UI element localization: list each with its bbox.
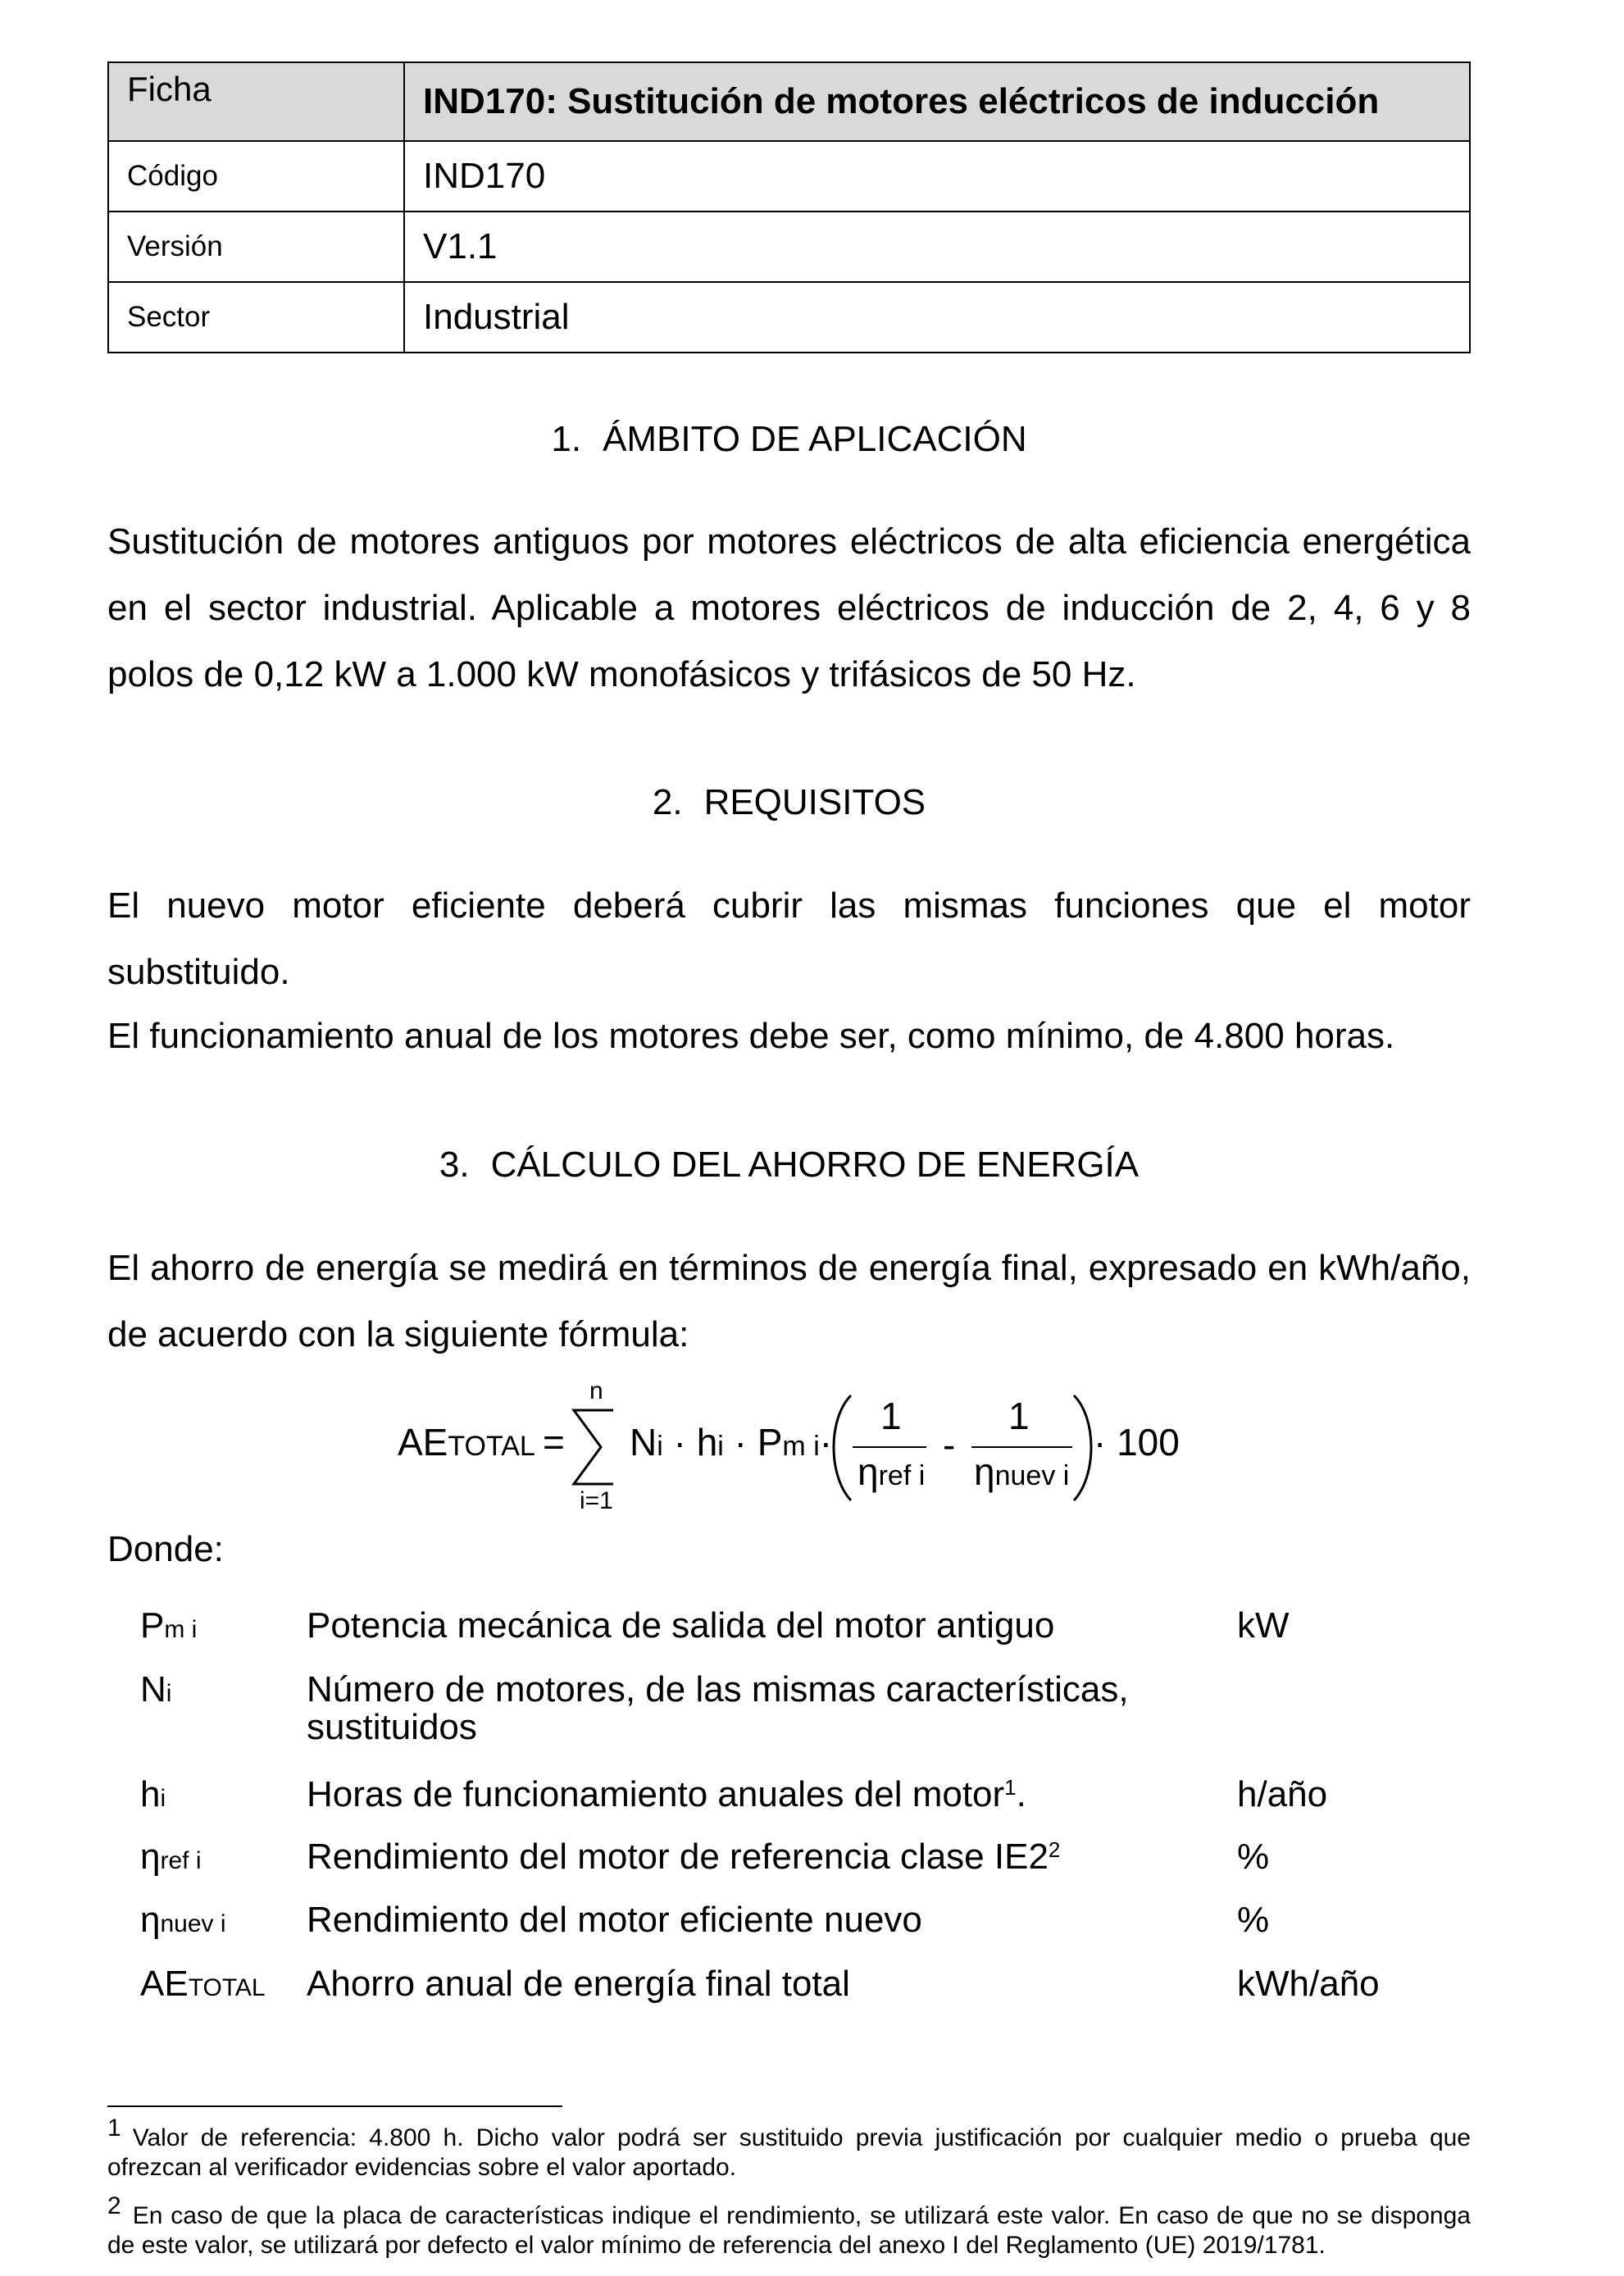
right-parenthesis [1074,1395,1091,1500]
footnote-mark: 1 [107,2114,121,2142]
section-number: 3. [439,1145,470,1185]
header-label-version: Versión [108,212,404,282]
footnote-text: En caso de que la placa de características indique el rendimiento, se utilizará este valor. En caso de que no se disponga de este valor, se utilizará por defecto el valor mínimo de referencia del anexo I del Reglamento (UE) 2019/1781. [107,2202,1471,2259]
definition-symbol: hi [140,1774,166,1814]
definition-description: Horas de funcionamiento anuales del motor$^1$. [307,1774,1026,1814]
section-3-paragraph [107,1235,1471,1368]
sum-lower-limit: i=1 [580,1487,613,1514]
header-label-codigo: Código [108,141,404,212]
footnote-ref: 1 [1004,1775,1017,1800]
header-row-ficha [108,62,1470,141]
header-row-sector [108,282,1470,353]
footnote-separator [107,2105,562,2107]
definition-description: Ahorro anual de energía final total [307,1964,850,2004]
definition-unit: % [1237,1837,1270,1877]
definition-description: Potencia mecánica de salida del motor antiguo [307,1605,1055,1646]
definition-description: Rendimiento del motor de referencia clase IE2$^2$ [307,1837,1061,1877]
footnote-mark: 2 [107,2192,121,2219]
section-heading-1 [107,418,1471,461]
header-value-version: V1.1 [404,212,1470,282]
energy-savings-formula [0,1377,1624,1525]
definition-unit: % [1237,1900,1270,1940]
section-title: ÁMBITO DE APLICACIÓN [603,419,1027,459]
left-parenthesis [834,1395,851,1500]
header-row-version [108,212,1470,282]
paragraph-text: Sustitución de motores antiguos por motores eléctricos de alta eficiencia energética en el sector industrial. Aplicable a motores eléctricos de inducción de 2, 4, 6 y 8 polos de 0,12 kW a 1.000 kW monofásicos y trifásicos de 50 Hz. [107,521,1471,694]
definition-symbol: ηref i [140,1837,202,1877]
formula-lhs: AETOTAL [398,1421,535,1463]
section-number: 2. [652,782,683,822]
footnote-ref: 2 [1048,1837,1061,1862]
paragraph-text: El ahorro de energía se medirá en términos de energía final, expresado en kWh/año, de acuerdo con la siguiente fórmula: [107,1248,1471,1354]
formula-terms: Ni · hi · Pm i· [630,1421,833,1463]
footnote-1 [107,2114,1471,2183]
header-label-ficha: Ficha [108,62,404,141]
fraction-1-numerator: 1 [880,1395,902,1437]
section-2-paragraphs [107,872,1471,1067]
definition-symbol: ηnuev i [140,1900,226,1940]
donde-label [107,1521,1471,1578]
footnote-text: Valor de referencia: 4.800 h. Dicho valor podrá ser sustituido previa justificación por cualquier medio o prueba que ofrezcan al verificador evidencias sobre el valor aportado. [107,2124,1471,2181]
header-row-codigo [108,141,1470,212]
paragraph-text: El funcionamiento anual de los motores debe ser, como mínimo, de 4.800 horas. [107,1016,1395,1056]
section-1-paragraph [107,508,1471,708]
definition-unit: h/año [1237,1774,1328,1814]
section-title: CÁLCULO DEL AHORRO DE ENERGÍA [490,1145,1140,1185]
definition-symbol: AETOTAL [140,1964,266,2004]
header-value-title: IND170: Sustitución de motores eléctricos de inducción [404,62,1470,141]
definition-description: Rendimiento del motor eficiente nuevo [307,1900,922,1940]
fraction-2-denominator: ηnuev i [974,1450,1070,1493]
paragraph-text: El nuevo motor eficiente deberá cubrir las mismas funciones que el motor substituido. [107,885,1471,992]
header-value-sector: Industrial [404,282,1470,353]
formula-tail: · 100 [1094,1421,1180,1463]
definition-symbol: Pm i [140,1605,198,1646]
definition-unit: kWh/año [1237,1964,1380,2004]
fraction-2-numerator: 1 [1008,1395,1030,1437]
fraction-1-denominator: ηref i [857,1450,926,1493]
definition-symbol: Ni [140,1669,172,1709]
section-title: REQUISITOS [703,782,926,822]
formula-minus: - [943,1423,956,1466]
section-heading-2 [107,781,1471,824]
definition-unit: kW [1237,1605,1290,1646]
header-table [107,61,1471,353]
section-number: 1. [551,419,582,459]
definition-description: Número de motores, de las mismas características, sustituidos [307,1669,1129,1747]
sum-upper-limit: n [589,1377,603,1404]
section-heading-3 [107,1144,1471,1186]
footnote-2 [107,2192,1471,2260]
summation-sign [574,1410,613,1484]
header-label-sector: Sector [108,282,404,353]
header-value-codigo: IND170 [404,141,1470,212]
formula-equals: = [543,1421,565,1463]
paragraph-text: Donde: [107,1529,224,1569]
